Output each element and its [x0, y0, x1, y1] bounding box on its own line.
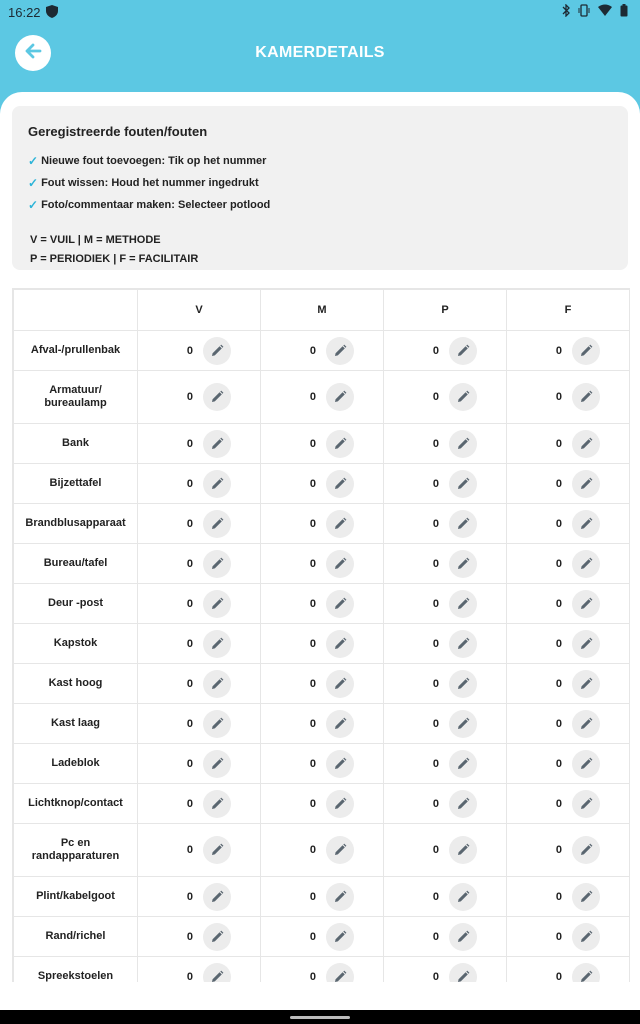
status-time: 16:22 — [8, 5, 41, 20]
fault-count[interactable]: 0 — [555, 970, 562, 982]
fault-cell — [384, 544, 507, 584]
fault-count[interactable]: 0 — [309, 477, 316, 490]
fault-count[interactable]: 0 — [432, 344, 439, 357]
pencil-icon[interactable] — [572, 550, 600, 578]
fault-cell — [138, 371, 261, 424]
table-row — [14, 877, 630, 917]
fault-count[interactable]: 0 — [309, 557, 316, 570]
fault-cell — [138, 584, 261, 624]
pencil-icon[interactable] — [203, 337, 231, 365]
pencil-icon[interactable] — [326, 383, 354, 411]
fault-count[interactable]: 0 — [432, 437, 439, 450]
pencil-icon[interactable] — [326, 630, 354, 658]
column-header-p: P — [384, 290, 507, 331]
table-row — [14, 584, 630, 624]
status-icons — [562, 4, 628, 20]
wifi-icon — [598, 4, 612, 20]
fault-count[interactable]: 0 — [555, 597, 562, 610]
pencil-icon[interactable] — [203, 963, 231, 983]
shield-icon — [46, 5, 58, 21]
row-label: Armatuur/ bureaulamp — [14, 371, 138, 424]
fault-cell — [507, 784, 630, 824]
fault-count[interactable]: 0 — [186, 930, 193, 943]
fault-cell — [138, 704, 261, 744]
fault-cell — [261, 957, 384, 983]
pencil-icon[interactable] — [326, 550, 354, 578]
fault-cell — [384, 584, 507, 624]
fault-cell — [507, 544, 630, 584]
fault-cell — [507, 744, 630, 784]
fault-count[interactable]: 0 — [186, 717, 193, 730]
fault-count[interactable]: 0 — [186, 844, 193, 856]
column-header-label — [14, 290, 138, 331]
pencil-icon[interactable] — [326, 750, 354, 778]
pencil-icon[interactable] — [449, 883, 477, 911]
pencil-icon[interactable] — [326, 923, 354, 951]
instruction-item — [28, 198, 270, 212]
pencil-icon[interactable] — [326, 670, 354, 698]
fault-cell — [384, 704, 507, 744]
table-row — [14, 664, 630, 704]
pencil-icon[interactable] — [203, 383, 231, 411]
battery-icon — [620, 4, 628, 20]
fault-count[interactable]: 0 — [432, 797, 439, 810]
pencil-icon[interactable] — [326, 470, 354, 498]
pencil-icon[interactable] — [326, 883, 354, 911]
fault-cell — [384, 824, 507, 877]
fault-cell — [384, 331, 507, 371]
fault-cell — [261, 331, 384, 371]
fault-cell — [507, 624, 630, 664]
pencil-icon[interactable] — [326, 710, 354, 738]
fault-cell — [261, 824, 384, 877]
fault-count[interactable]: 0 — [186, 637, 193, 650]
fault-count[interactable]: 0 — [186, 391, 193, 403]
row-label: Deur -post — [14, 584, 138, 624]
pencil-icon[interactable] — [203, 550, 231, 578]
fault-count[interactable]: 0 — [309, 437, 316, 450]
row-label: Spreekstoelen — [14, 957, 138, 983]
instruction-text: Foto/commentaar maken: Selecteer potlood — [41, 199, 271, 211]
fault-cell — [261, 784, 384, 824]
fault-cell — [507, 331, 630, 371]
row-label: Pc en randapparaturen — [14, 824, 138, 877]
fault-count[interactable]: 0 — [432, 557, 439, 570]
pencil-icon[interactable] — [203, 430, 231, 458]
row-label: Afval-/prullenbak — [14, 331, 138, 371]
fault-count[interactable]: 0 — [309, 890, 316, 903]
fault-count[interactable]: 0 — [186, 557, 193, 570]
row-label: Kast laag — [14, 704, 138, 744]
info-card — [12, 106, 628, 270]
fault-count[interactable]: 0 — [186, 797, 193, 810]
pencil-icon[interactable] — [326, 790, 354, 818]
fault-count[interactable]: 0 — [432, 597, 439, 610]
fault-count[interactable]: 0 — [555, 677, 562, 690]
info-title: Geregistreerde fouten/fouten — [28, 124, 208, 139]
pencil-icon[interactable] — [449, 590, 477, 618]
fault-count[interactable]: 0 — [555, 437, 562, 450]
pencil-icon[interactable] — [326, 510, 354, 538]
fault-cell — [384, 784, 507, 824]
fault-count[interactable]: 0 — [186, 890, 193, 903]
row-label: Lichtknop/contact — [14, 784, 138, 824]
fault-count[interactable]: 0 — [555, 517, 562, 530]
legend-line-1: V = VUIL | M = METHODE — [30, 234, 161, 246]
pencil-icon[interactable] — [449, 383, 477, 411]
fault-count[interactable]: 0 — [432, 637, 439, 650]
fault-count[interactable]: 0 — [186, 344, 193, 357]
fault-cell — [261, 877, 384, 917]
pencil-icon[interactable] — [449, 710, 477, 738]
fault-cell — [507, 584, 630, 624]
column-header-f: F — [507, 290, 630, 331]
fault-count[interactable]: 0 — [432, 757, 439, 770]
fault-count[interactable]: 0 — [555, 637, 562, 650]
fault-cell — [507, 917, 630, 957]
fault-count[interactable]: 0 — [555, 890, 562, 903]
pencil-icon[interactable] — [572, 337, 600, 365]
fault-count[interactable]: 0 — [186, 437, 193, 450]
fault-count[interactable]: 0 — [309, 797, 316, 810]
fault-cell — [507, 704, 630, 744]
pencil-icon[interactable] — [326, 963, 354, 983]
table-row — [14, 957, 630, 983]
pencil-icon[interactable] — [203, 710, 231, 738]
fault-count[interactable]: 0 — [555, 757, 562, 770]
fault-count[interactable]: 0 — [432, 844, 439, 856]
fault-count[interactable]: 0 — [432, 477, 439, 490]
fault-cell — [384, 744, 507, 784]
pencil-icon[interactable] — [449, 630, 477, 658]
table-row — [14, 784, 630, 824]
fault-cell — [261, 624, 384, 664]
pencil-icon[interactable] — [572, 790, 600, 818]
fault-count[interactable]: 0 — [309, 597, 316, 610]
fault-cell — [261, 504, 384, 544]
column-header-v: V — [138, 290, 261, 331]
row-label: Bijzettafel — [14, 464, 138, 504]
fault-count[interactable]: 0 — [309, 844, 316, 856]
fault-cell — [138, 824, 261, 877]
fault-cell — [507, 371, 630, 424]
vibrate-icon — [578, 4, 590, 20]
fault-count[interactable]: 0 — [309, 391, 316, 403]
pencil-icon[interactable] — [326, 590, 354, 618]
fault-count[interactable]: 0 — [555, 797, 562, 810]
table-row — [14, 824, 630, 877]
pencil-icon[interactable] — [449, 470, 477, 498]
fault-cell — [507, 957, 630, 983]
fault-count[interactable]: 0 — [432, 970, 439, 982]
fault-cell — [507, 504, 630, 544]
pencil-icon[interactable] — [326, 430, 354, 458]
pencil-icon[interactable] — [203, 836, 231, 864]
instruction-text: Nieuwe fout toevoegen: Tik op het nummer — [41, 155, 267, 167]
table-row — [14, 371, 630, 424]
fault-count[interactable]: 0 — [555, 717, 562, 730]
fault-count[interactable]: 0 — [309, 344, 316, 357]
row-label: Plint/kabelgoot — [14, 877, 138, 917]
pencil-icon[interactable] — [203, 923, 231, 951]
table-row — [14, 744, 630, 784]
fault-count[interactable]: 0 — [186, 597, 193, 610]
fault-count[interactable]: 0 — [432, 930, 439, 943]
pencil-icon[interactable] — [572, 883, 600, 911]
status-bar — [0, 0, 640, 26]
fault-cell — [384, 664, 507, 704]
fault-cell — [138, 544, 261, 584]
fault-cell — [261, 584, 384, 624]
pencil-icon[interactable] — [449, 510, 477, 538]
pencil-icon[interactable] — [449, 750, 477, 778]
fault-count[interactable]: 0 — [186, 970, 193, 982]
fault-cell — [261, 744, 384, 784]
fault-count[interactable]: 0 — [432, 717, 439, 730]
pencil-icon[interactable] — [203, 670, 231, 698]
fault-cell — [138, 744, 261, 784]
pencil-icon[interactable] — [449, 836, 477, 864]
bluetooth-icon — [562, 4, 570, 20]
fault-cell — [384, 504, 507, 544]
table-row — [14, 464, 630, 504]
table-row — [14, 917, 630, 957]
fault-count[interactable]: 0 — [555, 391, 562, 403]
fault-cell — [138, 504, 261, 544]
faults-table — [12, 288, 630, 982]
check-icon: ✓ — [28, 154, 39, 168]
table-row — [14, 504, 630, 544]
fault-cell — [507, 424, 630, 464]
row-label: Rand/richel — [14, 917, 138, 957]
fault-count[interactable]: 0 — [555, 557, 562, 570]
fault-cell — [138, 331, 261, 371]
fault-cell — [261, 544, 384, 584]
fault-cell — [384, 877, 507, 917]
pencil-icon[interactable] — [203, 510, 231, 538]
fault-cell — [138, 464, 261, 504]
main-content — [0, 92, 640, 982]
fault-count[interactable]: 0 — [555, 844, 562, 856]
row-label: Brandblusapparaat — [14, 504, 138, 544]
pencil-icon[interactable] — [572, 710, 600, 738]
fault-count[interactable]: 0 — [432, 677, 439, 690]
fault-count[interactable]: 0 — [309, 930, 316, 943]
table-row — [14, 424, 630, 464]
pencil-icon[interactable] — [449, 670, 477, 698]
fault-cell — [507, 664, 630, 704]
fault-cell — [261, 917, 384, 957]
pencil-icon[interactable] — [449, 430, 477, 458]
fault-cell — [384, 424, 507, 464]
fault-cell — [261, 664, 384, 704]
fault-cell — [384, 624, 507, 664]
fault-count[interactable]: 0 — [555, 344, 562, 357]
page-title: KAMERDETAILS — [255, 44, 385, 61]
home-indicator[interactable] — [290, 1016, 350, 1019]
legend-line-2: P = PERIODIEK | F = FACILITAIR — [30, 253, 199, 265]
fault-cell — [138, 624, 261, 664]
pencil-icon[interactable] — [203, 470, 231, 498]
row-label: Bureau/tafel — [14, 544, 138, 584]
check-icon: ✓ — [28, 176, 39, 190]
table-row — [14, 624, 630, 664]
pencil-icon[interactable] — [203, 590, 231, 618]
pencil-icon[interactable] — [572, 430, 600, 458]
pencil-icon[interactable] — [449, 550, 477, 578]
pencil-icon[interactable] — [572, 750, 600, 778]
pencil-icon[interactable] — [449, 790, 477, 818]
fault-count[interactable]: 0 — [309, 637, 316, 650]
fault-cell — [138, 957, 261, 983]
pencil-icon[interactable] — [572, 963, 600, 983]
fault-cell — [138, 877, 261, 917]
fault-cell — [138, 917, 261, 957]
pencil-icon[interactable] — [572, 923, 600, 951]
fault-cell — [384, 917, 507, 957]
row-label: Bank — [14, 424, 138, 464]
fault-cell — [261, 464, 384, 504]
pencil-icon[interactable] — [203, 790, 231, 818]
instruction-item — [28, 176, 259, 190]
pencil-icon[interactable] — [203, 630, 231, 658]
row-label: Kast hoog — [14, 664, 138, 704]
fault-count[interactable]: 0 — [186, 517, 193, 530]
pencil-icon[interactable] — [572, 383, 600, 411]
fault-count[interactable]: 0 — [309, 677, 316, 690]
pencil-icon[interactable] — [572, 630, 600, 658]
fault-cell — [261, 371, 384, 424]
fault-cell — [138, 664, 261, 704]
fault-count[interactable]: 0 — [186, 477, 193, 490]
pencil-icon[interactable] — [449, 963, 477, 983]
fault-cell — [507, 877, 630, 917]
table-row — [14, 704, 630, 744]
table-row — [14, 544, 630, 584]
table-row — [14, 331, 630, 371]
check-icon: ✓ — [28, 198, 39, 212]
pencil-icon[interactable] — [203, 883, 231, 911]
fault-cell — [507, 464, 630, 504]
pencil-icon[interactable] — [572, 670, 600, 698]
fault-cell — [384, 371, 507, 424]
fault-cell — [507, 824, 630, 877]
instruction-item — [28, 154, 266, 168]
fault-cell — [261, 424, 384, 464]
fault-count[interactable]: 0 — [186, 677, 193, 690]
fault-count[interactable]: 0 — [432, 391, 439, 403]
fault-count[interactable]: 0 — [432, 890, 439, 903]
pencil-icon[interactable] — [449, 337, 477, 365]
fault-cell — [261, 704, 384, 744]
fault-count[interactable]: 0 — [186, 757, 193, 770]
instruction-text: Fout wissen: Houd het nummer ingedrukt — [41, 177, 259, 189]
fault-count[interactable]: 0 — [555, 930, 562, 943]
pencil-icon[interactable] — [572, 836, 600, 864]
row-label: Kapstok — [14, 624, 138, 664]
fault-cell — [138, 424, 261, 464]
pencil-icon[interactable] — [572, 470, 600, 498]
fault-count[interactable]: 0 — [309, 517, 316, 530]
table-header-row — [14, 290, 630, 331]
row-label: Ladeblok — [14, 744, 138, 784]
fault-count[interactable]: 0 — [432, 517, 439, 530]
pencil-icon[interactable] — [572, 590, 600, 618]
fault-cell — [384, 464, 507, 504]
pencil-icon[interactable] — [203, 750, 231, 778]
fault-cell — [138, 784, 261, 824]
fault-count[interactable]: 0 — [309, 757, 316, 770]
pencil-icon[interactable] — [449, 923, 477, 951]
pencil-icon[interactable] — [572, 510, 600, 538]
column-header-m: M — [261, 290, 384, 331]
fault-count[interactable]: 0 — [309, 717, 316, 730]
pencil-icon[interactable] — [326, 836, 354, 864]
fault-count[interactable]: 0 — [309, 970, 316, 982]
fault-cell — [384, 957, 507, 983]
fault-count[interactable]: 0 — [555, 477, 562, 490]
pencil-icon[interactable] — [326, 337, 354, 365]
